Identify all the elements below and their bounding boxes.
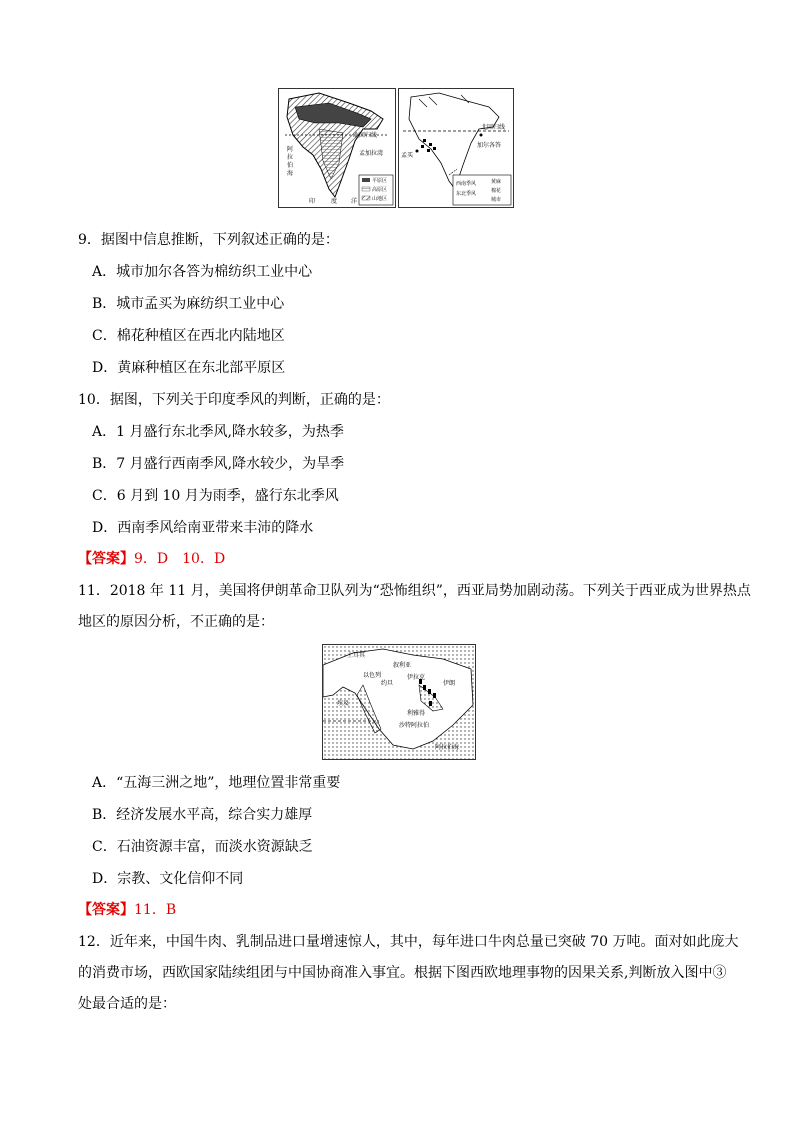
arabian-sea-label-2: 拉 xyxy=(287,154,294,161)
legend-sw-monsoon: 西南季风 xyxy=(456,181,477,187)
monsoon-legend xyxy=(453,175,511,205)
kolkata-dot xyxy=(480,134,483,137)
jordan-label: 约旦 xyxy=(381,680,394,687)
q9-option-d: D．黄麻种植区在东北部平原区 xyxy=(92,360,286,376)
iraq-label: 伊拉克 xyxy=(407,674,426,681)
mumbai-label: 孟买 xyxy=(401,152,414,159)
india-monsoon-map xyxy=(398,88,514,208)
q10-option-b: B．7 月盛行西南季风,降水较少，为旱季 xyxy=(92,456,345,472)
q10-option-d: D．西南季风给南亚带来丰沛的降水 xyxy=(92,520,314,536)
west-asia-map-drawing xyxy=(323,645,475,759)
indian-ocean-label-2: 度 xyxy=(331,198,338,205)
q11-stem-line1: 11．2018 年 11 月，美国将伊朗革命卫队列为“恐怖组织”，西亚局势加剧动荡。下列关于西亚成为世界热点 xyxy=(78,583,751,599)
indian-ocean-label-1: 印 xyxy=(309,198,316,205)
answer-11 xyxy=(78,900,176,920)
arabian-sea-label: 阿拉伯海 xyxy=(435,744,460,751)
india-terrain-map-drawing xyxy=(279,89,395,207)
q9-option-a: A．城市加尔各答为棉纺织工业中心 xyxy=(92,264,313,280)
legend-jute: 黄麻 xyxy=(491,179,502,185)
israel-label: 以色列 xyxy=(363,672,382,679)
legend-ne-monsoon: 东北季风 xyxy=(456,191,477,197)
saudi-label: 沙特阿拉伯 xyxy=(399,722,430,729)
q12-line1: 12．近年来，中国牛肉、乳制品进口量增速惊人，其中，每年进口牛肉总量已突破 70 万吨。面对如此庞大 xyxy=(78,934,739,950)
west-asia-map xyxy=(322,644,476,760)
syria-label: 叙利亚 xyxy=(393,662,412,669)
q12-line2: 的消费市场，西欧国家陆续组团与中国协商准入事宜。根据下图西欧地理事物的因果关系,判断放入图中③ xyxy=(78,965,727,981)
q11-stem-line2: 地区的原因分析，不正确的是： xyxy=(78,614,274,630)
legend-mountain: 山地区 xyxy=(372,196,388,202)
q10-option-c: C．6 月到 10 月为雨季，盛行东北季风 xyxy=(92,488,339,504)
iran-label: 伊朗 xyxy=(443,680,456,687)
arabian-sea-label-3: 伯 xyxy=(287,162,294,169)
q11-option-a: A．“五海三洲之地”，地理位置非常重要 xyxy=(92,775,341,791)
mumbai-dot xyxy=(416,150,419,153)
q9-option-c: C．棉花种植区在西北内陆地区 xyxy=(92,328,285,344)
arabian-sea-label-4: 海 xyxy=(287,170,294,177)
bay-of-bengal-label: 孟加拉湾 xyxy=(359,150,384,157)
q12-line3: 处最合适的是： xyxy=(78,996,176,1012)
q10-option-a: A．1 月盛行东北季风,降水较多，为热季 xyxy=(92,424,344,440)
kolkata-label: 加尔各答 xyxy=(477,142,502,149)
legend-city: 城市 xyxy=(491,197,502,203)
q11-option-d: D．宗教、文化信仰不同 xyxy=(92,871,244,887)
india-monsoon-map-drawing xyxy=(399,89,513,207)
india-terrain-map xyxy=(278,88,396,208)
answer-tag: 【答案】 xyxy=(78,551,134,567)
answer-value: 9．D 10．D xyxy=(134,551,226,567)
turkey-label: 土耳其 xyxy=(347,652,366,659)
legend-plain: 平原区 xyxy=(372,178,388,184)
q10-stem: 10．据图，下列关于印度季风的判断，正确的是： xyxy=(78,392,390,408)
q11-option-b: B．经济发展水平高，综合实力雄厚 xyxy=(92,807,313,823)
legend-cotton: 棉花 xyxy=(491,188,502,194)
indian-ocean-label-3: 洋 xyxy=(351,198,358,205)
answer-tag-2: 【答案】 xyxy=(78,902,134,918)
q9-stem: 9．据图中信息推断，下列叙述正确的是： xyxy=(78,232,339,248)
legend-plateau: 高原区 xyxy=(372,187,388,193)
answer-value-2: 11．B xyxy=(134,902,177,918)
q11-option-c: C．石油资源丰富，而淡水资源缺乏 xyxy=(92,839,313,855)
tropic-label-right: 北回归线 xyxy=(481,124,506,131)
riyadh-label: 利雅得 xyxy=(407,710,426,717)
arabian-sea-label-1: 阿 xyxy=(287,146,294,153)
egypt-label: 埃及 xyxy=(337,700,350,707)
tropic-label: 北回归线 xyxy=(353,132,378,139)
answer-9-10 xyxy=(78,549,225,569)
q9-option-b: B．城市孟买为麻纺织工业中心 xyxy=(92,296,285,312)
